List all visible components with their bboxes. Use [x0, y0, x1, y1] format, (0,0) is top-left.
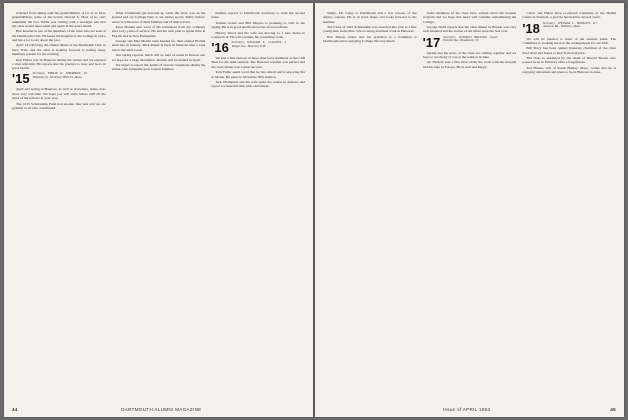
class-section-header — [211, 41, 305, 54]
paragraph: Bob Keesler is one of the members of the class who are seen at the Dartmouth Club. He keeps the hospital of the College in place and has a lot to say about the past. — [12, 29, 106, 42]
paragraph: Art Nichols sent a fine letter about his work with the hospital and his trips to Europe. He is well and happy. — [422, 60, 517, 69]
paragraph: Bob Mason writes that his grandson is a freshman at Dartmouth and is enjoying College life very much. — [323, 34, 417, 44]
class-secretary: Secretary, THOMAS L. HINKLEY, 117 Ammons Rd., Wilmette, Mass. — [542, 20, 598, 29]
paragraph: Sunny, Mr. Lang, to Dartmouth and a few lessons of the Alpine courses. He is in good shape and looks forward to the summer. — [323, 11, 417, 24]
magazine-spread — [4, 3, 624, 417]
column — [211, 11, 305, 399]
right-page — [315, 3, 624, 417]
left-page — [4, 3, 313, 417]
paragraph: The class is saddened by the death of Harold Brown who passed away in February after a long illness. — [522, 56, 617, 65]
paragraph: Ted Hawes, still of South Hadley, Mass., writes that he is enjoying retirement and plans to be in Hanover in June. — [522, 65, 617, 75]
column — [522, 11, 616, 399]
page-footer — [323, 407, 616, 412]
issue-label: Issue of APRIL 1963 — [442, 407, 491, 412]
class-secretary: Secretary, PHILIP K. SHERMAN, 19 Wellesley St., Wellesley Hills 81, Mass. — [32, 71, 87, 80]
paragraph: Peter Holden sent word of his retirement from the company after forty years of service. He and his wife plan to spend time in Florida and in New Hampshire. — [111, 25, 206, 38]
paragraph: Ken Fisher was in Hanover during the winter and we enjoyed a visit with him. He reports that his practice is busy and he is in good health. — [12, 57, 106, 71]
paragraph: Tom Fuller sends word that he has retired and is enjoying life in Maine. He plans to attend the 50th reunion. — [211, 70, 306, 79]
paragraph: We will be pleased to learn of the reunion plans. The committee is working hard on the arrangements for our 45th. — [522, 36, 617, 45]
class-section-header — [522, 22, 616, 35]
paragraph: Bill Tracy has been named honorary chairman of the class fund drive and hopes to hear from everyone. — [522, 46, 617, 55]
magazine-name: DARTMOUTH ALUMNI MAGAZINE — [121, 407, 202, 412]
paragraph: Jack Thompson and his wife spent the winter in Arizona and report a wonderful time with old friends. — [211, 80, 306, 89]
paragraph: April and spring in Hanover, as well as elsewhere, make class news very welcome. We hope you will write letters with all the news of the fellows in your area. — [12, 87, 106, 101]
paragraph: Spring and the news of the class are coming together and we hope to see many of you at the reunion in June. — [422, 50, 517, 59]
paragraph: George Wells reports that the class dinner in Boston was very well attended and the stories of old times were the best ever. — [422, 25, 517, 34]
page-footer — [12, 407, 305, 412]
paragraph: Harvey Wood and his wife are moving to a new home in Connecticut. He will continue his consulting work. — [211, 30, 306, 39]
page-number: 45 — [610, 407, 616, 412]
column — [323, 11, 417, 399]
paragraph: George and Mae Martin were headed for their annual Florida jaunt late in January. Dick Parker is back in Vermont after a long trip to the West Coast. — [111, 39, 206, 52]
page-number: 44 — [12, 407, 18, 412]
class-section-header — [12, 72, 106, 85]
class-secretary: Secretary, WILLIAM L. CLEAVES, 4 Maple Ave., Hanover, N.H. — [231, 40, 287, 48]
paragraph: We regret to report the deaths of several classmates during the winter. Our sympathy goes to their families. — [111, 63, 206, 72]
paragraph: Some members of the class have written about the bequest program and we hope that more will consider remembering the College. — [422, 11, 517, 24]
paragraph: What Classmates get honored up while the snow was on the ground and our College busy at our winter sports. Many fellows wrote in with news of their families and of their travels. — [111, 11, 206, 24]
paragraph: Our spring reporter lunch will be held as usual in Boston and we hope for a large attendance. Details will be mailed in April. — [111, 53, 206, 62]
paragraph: Carter and Helen have re-elected Chairman of the Health Center in Vermont, a post he has held for several years. — [522, 11, 617, 20]
paragraph: We had a fine turnout of more than forty members at the Cliff Base for the mini-reunion. The Hanover weather was perfect and the class dinner was a great success. — [211, 56, 306, 69]
paragraph: April 14 will bring the annual dinner at the Dartmouth Club in New York, and the class is looking forward to having many members present for the evening. — [12, 43, 106, 57]
column — [112, 11, 206, 399]
paragraph: The 1915 Scholarship Fund had another fine year and we are grateful to all who contributed. — [12, 101, 106, 110]
class-year: '15 — [12, 71, 30, 87]
paragraph: returned from skiing with his grandchildren. A lot of us have grandchildren, some of the beards showed it. Most of us can't remember the two. Eddie was writing with a nostalgic pen that the class would meet again and again in the years ahead. — [12, 11, 106, 28]
column — [423, 11, 517, 399]
class-year: '16 — [211, 40, 229, 56]
class-section-header — [423, 36, 517, 49]
paragraph: The Class of 1916 Scholarship was awarded this year to a fine young man from Ohio, who is doing excellent work in Hanover. — [323, 25, 417, 34]
paragraph: Tolman writes and Phil Meyers is planning to visit in the spring. He is in good health and active in town affairs. — [211, 20, 306, 30]
paragraph: Kalmus reports to Dartmouth Secretary to send the second letter. — [211, 11, 306, 20]
column — [12, 11, 106, 399]
class-year: '18 — [522, 20, 540, 36]
class-secretary: Secretary, DONALD BROOKS, South Pomfret Rd., Woodstock, Vt. — [443, 34, 498, 43]
class-year: '17 — [422, 34, 441, 50]
